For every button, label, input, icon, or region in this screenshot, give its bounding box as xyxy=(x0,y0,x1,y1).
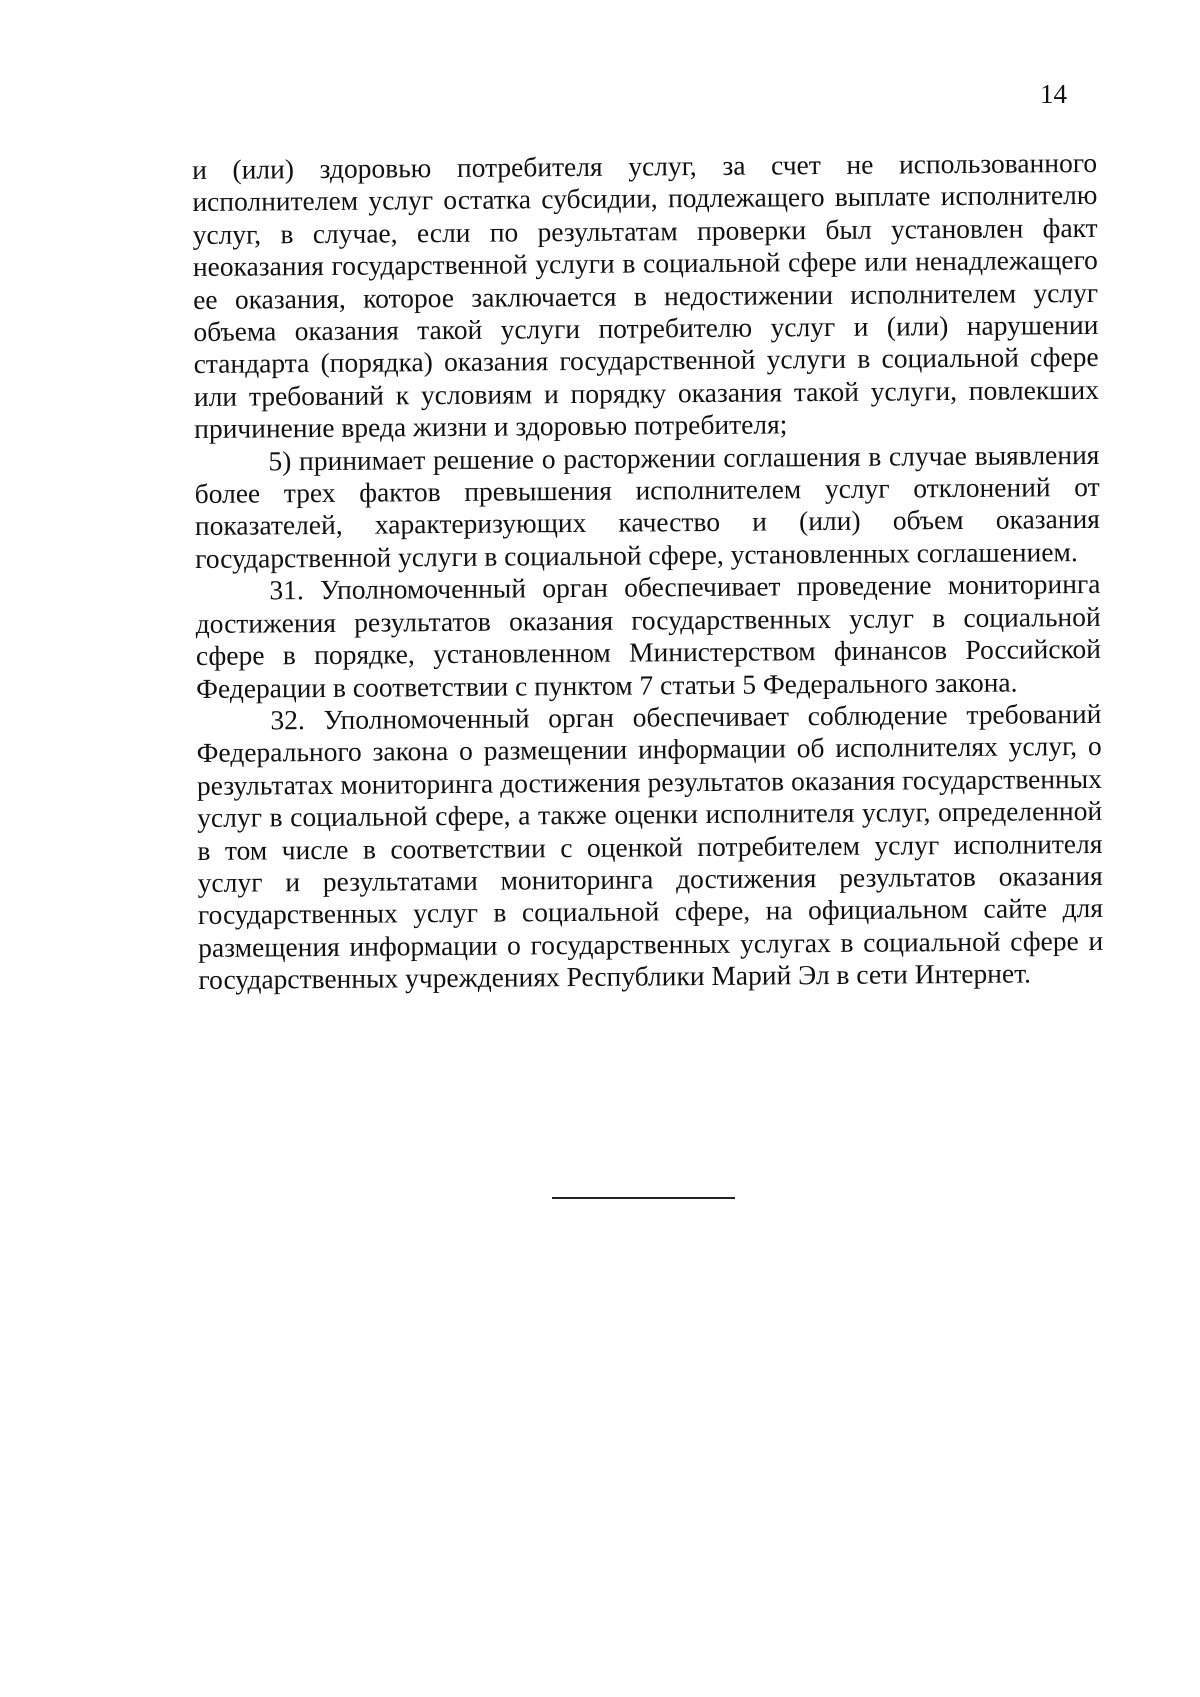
paragraph-continuation: и (или) здоровью потребителя услуг, за счет не использованного исполнителем услуг остатка субсидии, подлежащего выплате исполнителю услуг, в случае, если по результатам проверки был установлен факт неоказания государственной услуги в социальной сфере или ненадлежащего ее оказания, которое заключается в недостижении исполнителем услуг объема оказания такой услуги потребителю услуг и (или) нарушении стандарта (порядка) оказания государственной услуги в социальной сфере или требований к условиям и порядку оказания такой услуги, повлекших причинение вреда жизни и здоровью потребителя; xyxy=(192,146,1099,445)
document-body xyxy=(192,147,1104,997)
paragraph-item-32: 32. Уполномоченный орган обеспечивает соблюдение требований Федерального закона о размещении информации об исполнителях услуг, о результатах мониторинга достижения результатов оказания государственных услуг в социальной сфере, а также оценки исполнителя услуг, определенной в том числе в соответствии с оценкой потребителем услуг исполнителя услуг и результатами мониторинга достижения результатов оказания государственных услуг в социальной сфере, на официальном сайте для размещения информации о государственных услугах в социальной сфере и государственных учреждениях Республики Марий Эл в сети Интернет. xyxy=(196,697,1104,996)
end-of-document-rule xyxy=(552,1197,735,1199)
paragraph-item-31: 31. Уполномоченный орган обеспечивает проведение мониторинга достижения результатов оказания государственных услуг в социальной сфере в порядке, установленном Министерством финансов Российской Федерации в соответствии с пунктом 7 статьи 5 Федерального закона. xyxy=(195,568,1102,704)
paragraph-item-5: 5) принимает решение о расторжении соглашения в случае выявления более трех фактов превышения исполнителем услуг отклонений от показателей, характеризующих качество и (или) объем оказания государственной услуги в социальной сфере, установленных соглашением. xyxy=(194,438,1101,574)
page-number: 14 xyxy=(1040,79,1067,109)
